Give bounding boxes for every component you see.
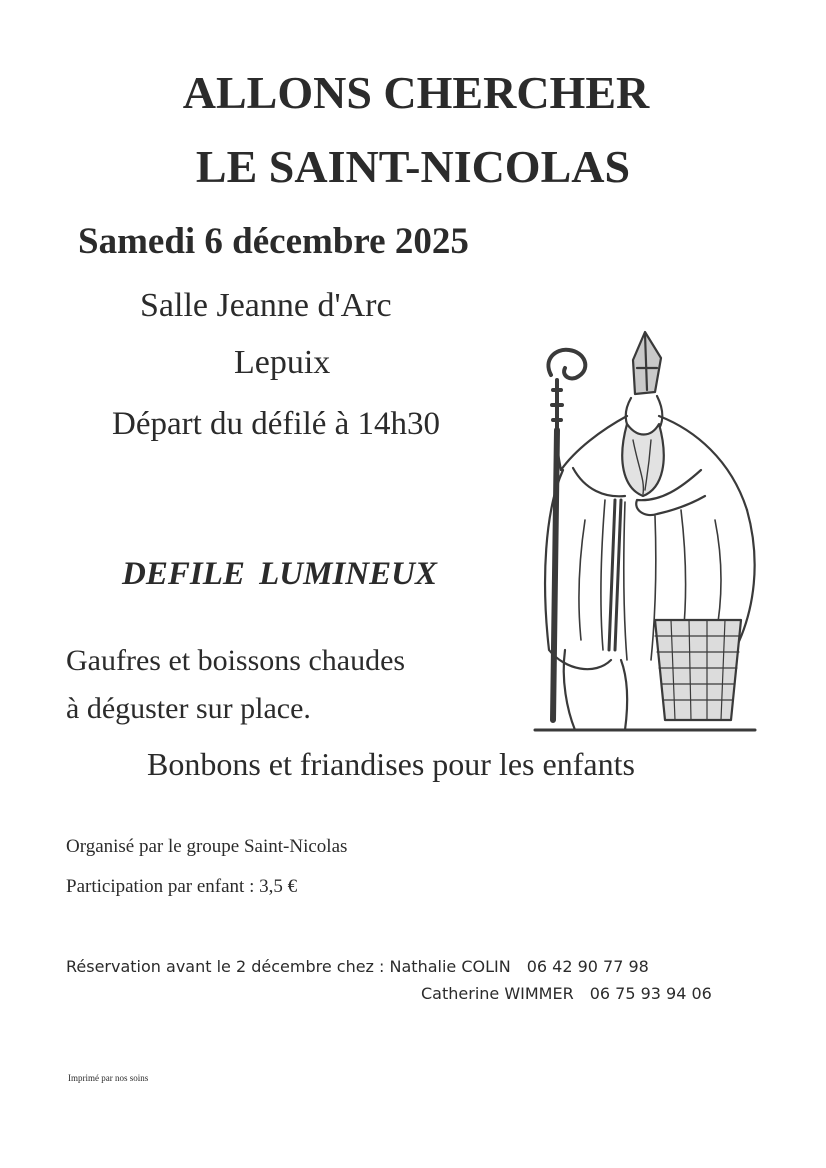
saint-nicolas-icon (505, 320, 765, 740)
contact-name-1: Nathalie COLIN (389, 957, 511, 976)
contact-name-2: Catherine WIMMER (421, 984, 574, 1003)
reservation-label: Réservation avant le 2 décembre chez : (66, 957, 385, 976)
food-line-2: à déguster sur place. (66, 692, 311, 725)
contact-phone-2: 06 75 93 94 06 (589, 984, 712, 1003)
title-line-2: LE SAINT-NICOLAS (195, 141, 631, 192)
event-town: Lepuix (234, 344, 331, 381)
printed-note: Imprimé par nos soins (68, 1073, 149, 1083)
contact-phone-1: 06 42 90 77 98 (526, 957, 649, 976)
participation-fee: Participation par enfant : 3,5 € (66, 876, 298, 897)
food-line-1: Gaufres et boissons chaudes (66, 644, 406, 677)
sweets-line: Bonbons et friandises pour les enfants (147, 746, 635, 782)
parade-heading: DEFILE LUMINEUX (122, 556, 437, 592)
event-venue: Salle Jeanne d'Arc (140, 287, 392, 324)
reservation-line (66, 957, 649, 976)
departure-time: Départ du défilé à 14h30 (112, 406, 441, 442)
event-date: Samedi 6 décembre 2025 (78, 221, 469, 262)
organizer-line: Organisé par le groupe Saint-Nicolas (66, 836, 348, 857)
title-line-1: ALLONS CHERCHER (182, 67, 650, 118)
contact-line-2 (421, 984, 712, 1003)
